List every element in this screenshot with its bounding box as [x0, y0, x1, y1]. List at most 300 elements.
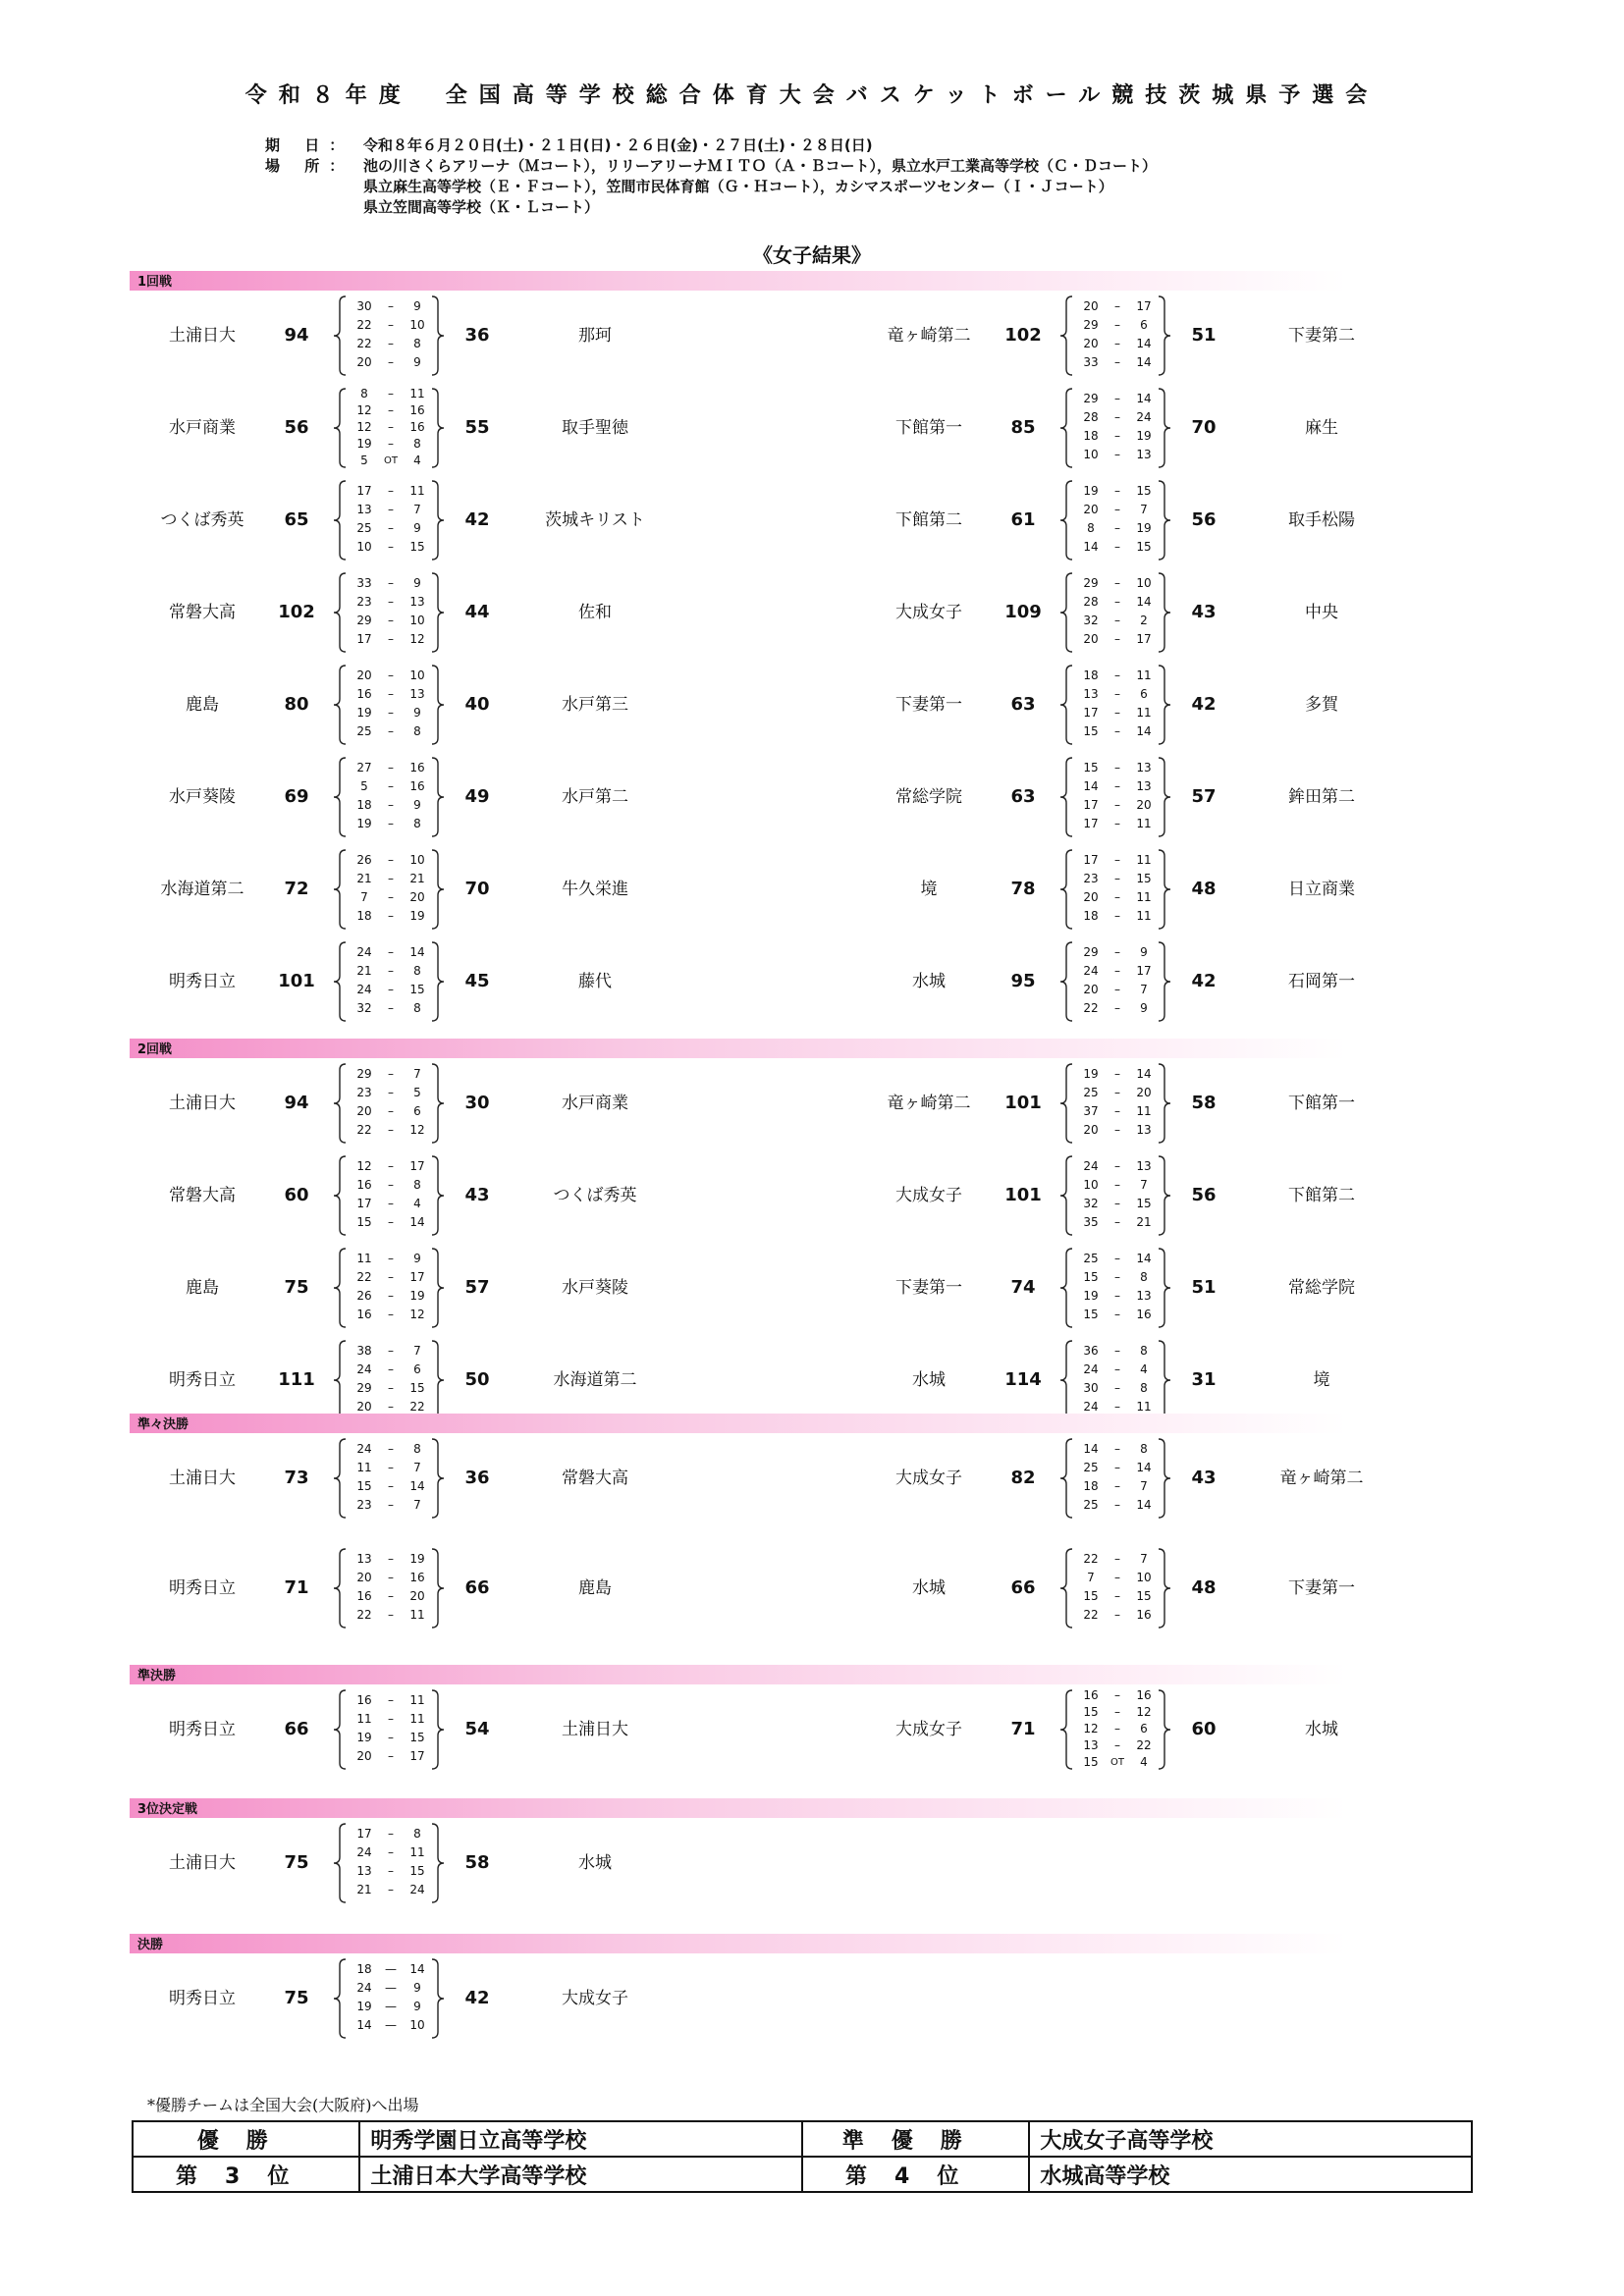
brace-left [1060, 1690, 1072, 1769]
quarter-score-left: 16 [356, 1589, 372, 1603]
quarter-separator: – [388, 890, 394, 904]
score-right: 57 [1191, 786, 1217, 807]
quarter-score-left: 19 [1083, 1067, 1099, 1081]
brace-left [334, 1824, 346, 1902]
quarter-score-left: 29 [1083, 576, 1099, 590]
quarter-separator: – [388, 706, 394, 720]
quarter-score-right: 11 [1136, 853, 1152, 867]
quarter-separator: – [388, 1749, 394, 1763]
match-card [870, 846, 1380, 933]
score-left: 82 [1010, 1468, 1036, 1488]
quarter-separator: – [388, 503, 394, 516]
quarter-separator: – [388, 436, 394, 451]
quarter-separator: – [1114, 484, 1120, 498]
match-card [143, 1435, 654, 1522]
team-left: 境 [920, 880, 938, 899]
quarter-score-left: 36 [1083, 1344, 1099, 1358]
quarter-separator: – [388, 1178, 394, 1192]
team-right: 藤代 [578, 972, 612, 991]
quarter-score-left: 14 [1083, 540, 1099, 554]
score-left: 60 [284, 1185, 309, 1205]
quarter-score-right: 10 [409, 2018, 425, 2032]
round-band [130, 1414, 1347, 1433]
quarter-separator: – [1114, 448, 1120, 461]
quarter-score-left: 17 [1083, 817, 1099, 830]
quarter-separator: – [1114, 1178, 1120, 1192]
quarter-score-right: 9 [413, 1981, 421, 1995]
score-left: 111 [278, 1369, 315, 1390]
quarter-separator: – [388, 761, 394, 774]
brace-left [1060, 1549, 1072, 1628]
quarter-score-right: 9 [413, 576, 421, 590]
quarter-score-left: 15 [1083, 1754, 1099, 1769]
brace-left [334, 389, 346, 467]
info-label-empty [265, 177, 363, 197]
quarter-score-right: 8 [413, 724, 421, 738]
quarter-separator: – [388, 632, 394, 646]
quarter-separator: – [388, 909, 394, 923]
quarter-score-right: 16 [409, 402, 425, 417]
quarter-score-right: 9 [413, 521, 421, 535]
quarter-score-left: 22 [356, 337, 372, 350]
brace-right [1159, 666, 1170, 744]
quarter-separator: – [1114, 1067, 1120, 1081]
standings-label-runner-up: 準優勝 [802, 2121, 1029, 2157]
quarter-scores [330, 1337, 448, 1423]
quarter-score-left: 29 [356, 614, 372, 627]
brace-right [432, 1341, 444, 1419]
team-left: 下館第二 [895, 510, 962, 530]
score-left: 75 [284, 1277, 309, 1298]
quarter-score-left: 24 [1083, 1400, 1099, 1414]
quarter-score-right: 16 [409, 1571, 425, 1584]
quarter-score-left: 25 [1083, 1461, 1099, 1474]
quarter-separator: – [388, 521, 394, 535]
quarter-separator: – [1114, 1589, 1120, 1603]
score-left: 74 [1010, 1277, 1036, 1298]
quarter-score-left: 17 [1083, 798, 1099, 812]
quarter-score-left: 20 [356, 668, 372, 682]
score-right: 58 [464, 1852, 490, 1873]
score-right: 49 [464, 786, 490, 807]
team-right: 牛久栄進 [562, 880, 628, 899]
quarter-separator: – [1114, 1159, 1120, 1173]
quarter-separator: – [1114, 853, 1120, 867]
round-label: 1回戦 [137, 275, 173, 290]
quarter-score-left: 20 [1083, 299, 1099, 313]
score-left: 65 [284, 509, 309, 530]
team-left: 竜ヶ崎第二 [887, 1094, 971, 1113]
quarter-score-left: 20 [356, 355, 372, 369]
quarter-scores [1056, 385, 1174, 471]
quarter-separator: – [388, 1159, 394, 1173]
round-label: 決勝 [137, 1938, 164, 1952]
quarter-score-right: 7 [413, 503, 421, 516]
quarter-separator: – [1114, 706, 1120, 720]
score-left: 78 [1010, 879, 1036, 899]
quarter-score-right: 14 [1136, 392, 1152, 405]
quarter-scores [330, 385, 448, 471]
match-card [143, 662, 654, 748]
team-right: 土浦日大 [562, 1720, 628, 1739]
quarter-scores [330, 1820, 448, 1906]
quarter-score-left: 29 [1083, 392, 1099, 405]
quarter-separator: – [388, 1252, 394, 1265]
quarter-separator: – [1114, 1344, 1120, 1358]
quarter-score-left: 13 [356, 503, 372, 516]
quarter-score-left: 17 [356, 1827, 372, 1841]
quarter-scores [330, 846, 448, 933]
brace-right [1159, 1549, 1170, 1628]
quarter-score-right: 13 [1136, 448, 1152, 461]
quarter-separator: – [388, 1731, 394, 1744]
quarter-separator: – [388, 1308, 394, 1321]
quarter-separator: – [388, 1289, 394, 1303]
score-left: 63 [1010, 694, 1036, 715]
quarter-score-right: 8 [413, 1442, 421, 1456]
score-left: 72 [284, 879, 309, 899]
quarter-scores [1056, 477, 1174, 563]
score-right: 70 [1191, 417, 1217, 438]
quarter-score-right: 14 [409, 1962, 425, 1976]
score-right: 42 [1191, 694, 1217, 715]
quarter-score-right: 10 [409, 614, 425, 627]
team-left: 水城 [912, 1370, 946, 1390]
quarter-score-left: 29 [356, 1067, 372, 1081]
quarter-score-left: 24 [1083, 1362, 1099, 1376]
match-card [870, 1337, 1380, 1423]
team-right: 石岡第一 [1288, 972, 1355, 991]
quarter-score-right: 8 [413, 817, 421, 830]
quarter-separator: – [388, 1498, 394, 1512]
score-left: 75 [284, 1852, 309, 1873]
quarter-score-right: 17 [409, 1270, 425, 1284]
standings-third: 土浦日本大学高等学校 [359, 2157, 802, 2192]
match-card [870, 1060, 1380, 1147]
quarter-score-left: 8 [1087, 521, 1095, 535]
quarter-separator: – [388, 386, 394, 400]
team-right: 取手聖徳 [562, 418, 628, 438]
quarter-score-left: 22 [356, 318, 372, 332]
quarter-score-right: 7 [1140, 983, 1148, 996]
quarter-separator: – [388, 1197, 394, 1210]
brace-left [334, 1439, 346, 1518]
quarter-score-right: 8 [413, 1178, 421, 1192]
quarter-score-left: 24 [356, 1845, 372, 1859]
team-right: 麻生 [1305, 418, 1338, 438]
quarter-separator: – [388, 540, 394, 554]
quarter-scores [1056, 1435, 1174, 1522]
team-left: つくば秀英 [160, 510, 244, 530]
quarter-score-left: 11 [356, 1712, 372, 1726]
score-right: 70 [464, 879, 490, 899]
quarter-separator: – [388, 779, 394, 793]
score-right: 31 [1191, 1369, 1217, 1390]
quarter-separator: – [1114, 761, 1120, 774]
team-left: 土浦日大 [169, 1468, 236, 1488]
quarter-score-left: 22 [1083, 1001, 1099, 1015]
brace-left [334, 1341, 346, 1419]
quarter-separator: – [1114, 410, 1120, 424]
quarter-score-right: 14 [409, 1479, 425, 1493]
quarter-score-left: 20 [356, 1571, 372, 1584]
quarter-separator: – [1114, 1001, 1120, 1015]
quarter-score-right: 16 [409, 779, 425, 793]
quarter-score-left: 24 [1083, 964, 1099, 978]
quarter-score-right: 8 [413, 964, 421, 978]
brace-left [334, 1549, 346, 1628]
quarter-score-left: 18 [1083, 909, 1099, 923]
score-left: 102 [278, 602, 315, 622]
brace-right [1159, 481, 1170, 560]
quarter-score-left: 25 [356, 521, 372, 535]
quarter-separator: – [1114, 890, 1120, 904]
quarter-separator: – [1114, 1289, 1120, 1303]
score-right: 42 [464, 1988, 490, 2008]
quarter-score-left: 24 [356, 1981, 372, 1995]
score-right: 36 [464, 1468, 490, 1488]
quarter-scores [330, 1545, 448, 1631]
quarter-separator: – [388, 1362, 394, 1376]
quarter-score-right: 8 [413, 436, 421, 451]
score-right: 55 [464, 417, 490, 438]
quarter-score-left: 21 [356, 872, 372, 885]
quarter-score-left: 15 [356, 1479, 372, 1493]
quarter-score-left: 13 [356, 1552, 372, 1566]
quarter-score-right: 13 [1136, 779, 1152, 793]
quarter-score-right: 16 [409, 419, 425, 434]
match-card [870, 569, 1380, 656]
quarter-separator: – [388, 1215, 394, 1229]
quarter-score-right: 14 [1136, 1461, 1152, 1474]
standings-runner-up: 大成女子高等学校 [1029, 2121, 1472, 2157]
brace-right [1159, 1690, 1170, 1769]
team-right: 境 [1313, 1370, 1330, 1390]
quarter-score-right: 22 [1136, 1737, 1152, 1752]
team-right: 水戸商業 [562, 1094, 628, 1113]
quarter-score-left: 19 [356, 817, 372, 830]
quarter-separator: – [1114, 1608, 1120, 1622]
quarter-score-right: 11 [409, 1608, 425, 1622]
quarter-score-left: 15 [1083, 1308, 1099, 1321]
match-card [143, 846, 654, 933]
quarter-score-left: 16 [356, 1308, 372, 1321]
quarter-score-right: 19 [409, 1552, 425, 1566]
quarter-score-right: 11 [1136, 1104, 1152, 1118]
quarter-separator: – [1114, 1552, 1120, 1566]
quarter-separator: – [1114, 299, 1120, 313]
quarter-score-left: 12 [1083, 1721, 1099, 1735]
quarter-score-left: 20 [1083, 632, 1099, 646]
score-right: 57 [464, 1277, 490, 1298]
event-info [265, 135, 1157, 218]
quarter-score-right: 9 [413, 299, 421, 313]
score-right: 58 [1191, 1093, 1217, 1113]
quarter-score-left: 22 [356, 1270, 372, 1284]
score-left: 95 [1010, 971, 1036, 991]
team-right: 水城 [1305, 1720, 1338, 1739]
score-right: 54 [464, 1719, 490, 1739]
quarter-separator: – [388, 1067, 394, 1081]
round-label: 準決勝 [137, 1669, 177, 1683]
quarter-separator: – [1114, 392, 1120, 405]
score-right: 48 [1191, 879, 1217, 899]
footnote: *優勝チームは全国大会(大阪府)へ出場 [147, 2096, 419, 2114]
quarter-score-right: 11 [409, 386, 425, 400]
quarter-score-left: 18 [1083, 668, 1099, 682]
quarter-separator: – [1114, 521, 1120, 535]
quarter-score-left: 15 [356, 1215, 372, 1229]
team-left: 明秀日立 [169, 1578, 236, 1598]
quarter-separator: – [1114, 817, 1120, 830]
team-left: 下妻第一 [895, 1278, 962, 1298]
team-right: 下館第二 [1288, 1186, 1355, 1205]
brace-right [432, 1690, 444, 1769]
quarter-score-right: 14 [1136, 1067, 1152, 1081]
quarter-score-right: 14 [1136, 1498, 1152, 1512]
quarter-score-left: 5 [360, 453, 368, 467]
info-value-venue-1: 池の川さくらアリーナ（Ｍコート），リリーアリーナＭＩＴＯ（Ａ・Ｂコート），県立水戸工業高等学校（Ｃ・Ｄコート） [363, 157, 1158, 175]
quarter-scores [330, 1152, 448, 1239]
quarter-score-left: 23 [356, 595, 372, 609]
brace-right [432, 942, 444, 1021]
team-right: 佐和 [578, 603, 612, 622]
round-band [130, 1934, 1347, 1953]
team-left: 明秀日立 [169, 1720, 236, 1739]
team-left: 明秀日立 [169, 972, 236, 991]
brace-right [432, 1959, 444, 2038]
quarter-score-right: 16 [1136, 1687, 1152, 1702]
quarter-score-left: 20 [1083, 983, 1099, 996]
quarter-score-left: 20 [1083, 503, 1099, 516]
round-band [130, 1039, 1347, 1058]
quarter-scores [1056, 293, 1174, 379]
quarter-separator: – [388, 964, 394, 978]
brace-right [432, 1824, 444, 1902]
quarter-separator: — [385, 1962, 397, 1976]
score-right: 56 [1191, 1185, 1217, 1205]
quarter-score-left: 15 [1083, 1704, 1099, 1719]
brace-right [432, 481, 444, 560]
quarter-score-left: 14 [356, 2018, 372, 2032]
team-left: 大成女子 [895, 1468, 962, 1488]
score-right: 48 [1191, 1577, 1217, 1598]
final-standings-table [132, 2120, 1473, 2193]
quarter-separator: – [1114, 909, 1120, 923]
quarter-separator: – [388, 687, 394, 701]
standings-champion: 明秀学園日立高等学校 [359, 2121, 802, 2157]
quarter-score-right: 15 [409, 983, 425, 996]
quarter-separator: – [388, 299, 394, 313]
quarter-score-left: 18 [1083, 429, 1099, 443]
quarter-score-left: 23 [356, 1498, 372, 1512]
quarter-score-left: 17 [1083, 853, 1099, 867]
score-right: 56 [1191, 509, 1217, 530]
quarter-score-left: 15 [1083, 1589, 1099, 1603]
quarter-separator: – [1114, 945, 1120, 959]
quarter-score-left: 19 [1083, 484, 1099, 498]
quarter-score-left: 28 [1083, 595, 1099, 609]
score-left: 94 [284, 325, 309, 346]
quarter-score-right: 15 [409, 1864, 425, 1878]
team-left: 鹿島 [186, 1278, 219, 1298]
round-label: 2回戦 [137, 1042, 173, 1057]
quarter-score-right: 7 [1140, 1552, 1148, 1566]
quarter-separator: – [1114, 337, 1120, 350]
quarter-score-right: 7 [1140, 1178, 1148, 1192]
score-left: 69 [284, 786, 309, 807]
team-right: 竜ヶ崎第二 [1279, 1468, 1364, 1488]
quarter-score-right: 17 [1136, 299, 1152, 313]
quarter-scores [330, 477, 448, 563]
quarter-score-right: 4 [413, 1197, 421, 1210]
quarter-scores [330, 1435, 448, 1522]
match-card [143, 754, 654, 840]
quarter-score-right: 20 [409, 890, 425, 904]
quarter-score-right: 9 [413, 706, 421, 720]
quarter-score-right: 10 [1136, 576, 1152, 590]
quarter-separator: – [1114, 595, 1120, 609]
brace-right [432, 573, 444, 652]
brace-left [1060, 573, 1072, 652]
quarter-score-right: 21 [1136, 1215, 1152, 1229]
quarter-score-left: 16 [356, 1693, 372, 1707]
quarter-separator: – [1114, 1362, 1120, 1376]
quarter-separator: – [1114, 355, 1120, 369]
match-card [143, 1545, 654, 1631]
quarter-scores [330, 293, 448, 379]
quarter-score-right: 11 [1136, 668, 1152, 682]
quarter-score-left: 33 [356, 576, 372, 590]
match-card [870, 293, 1380, 379]
match-card [143, 293, 654, 379]
round-label: 3位決定戦 [137, 1802, 198, 1817]
quarter-score-right: 13 [1136, 1123, 1152, 1137]
quarter-separator: – [1114, 632, 1120, 646]
quarter-score-right: 14 [1136, 724, 1152, 738]
team-right: 常総学院 [1288, 1278, 1355, 1298]
team-left: 水戸商業 [169, 418, 236, 438]
standings-label-third: 第3位 [133, 2157, 359, 2192]
quarter-separator: – [388, 1270, 394, 1284]
quarter-score-right: 6 [1140, 1721, 1148, 1735]
quarter-score-right: 8 [1140, 1344, 1148, 1358]
quarter-separator: – [388, 798, 394, 812]
quarter-score-right: 12 [1136, 1704, 1152, 1719]
score-right: 44 [464, 602, 490, 622]
quarter-score-right: 17 [1136, 964, 1152, 978]
quarter-score-right: 13 [1136, 1289, 1152, 1303]
score-right: 43 [1191, 1468, 1217, 1488]
team-left: 下妻第一 [895, 695, 962, 715]
quarter-separator: – [388, 1400, 394, 1414]
quarter-separator: – [388, 817, 394, 830]
brace-right [432, 758, 444, 836]
quarter-score-left: 28 [1083, 410, 1099, 424]
quarter-separator: – [1114, 318, 1120, 332]
quarter-score-left: 27 [356, 761, 372, 774]
quarter-separator: – [1114, 668, 1120, 682]
quarter-score-left: 8 [360, 386, 368, 400]
quarter-score-left: 17 [356, 484, 372, 498]
match-card [870, 1545, 1380, 1631]
brace-left [1060, 1341, 1072, 1419]
quarter-score-right: 19 [1136, 429, 1152, 443]
quarter-score-left: 22 [1083, 1608, 1099, 1622]
score-left: 66 [1010, 1577, 1036, 1598]
quarter-score-left: 35 [1083, 1215, 1099, 1229]
quarter-score-left: 16 [356, 1178, 372, 1192]
